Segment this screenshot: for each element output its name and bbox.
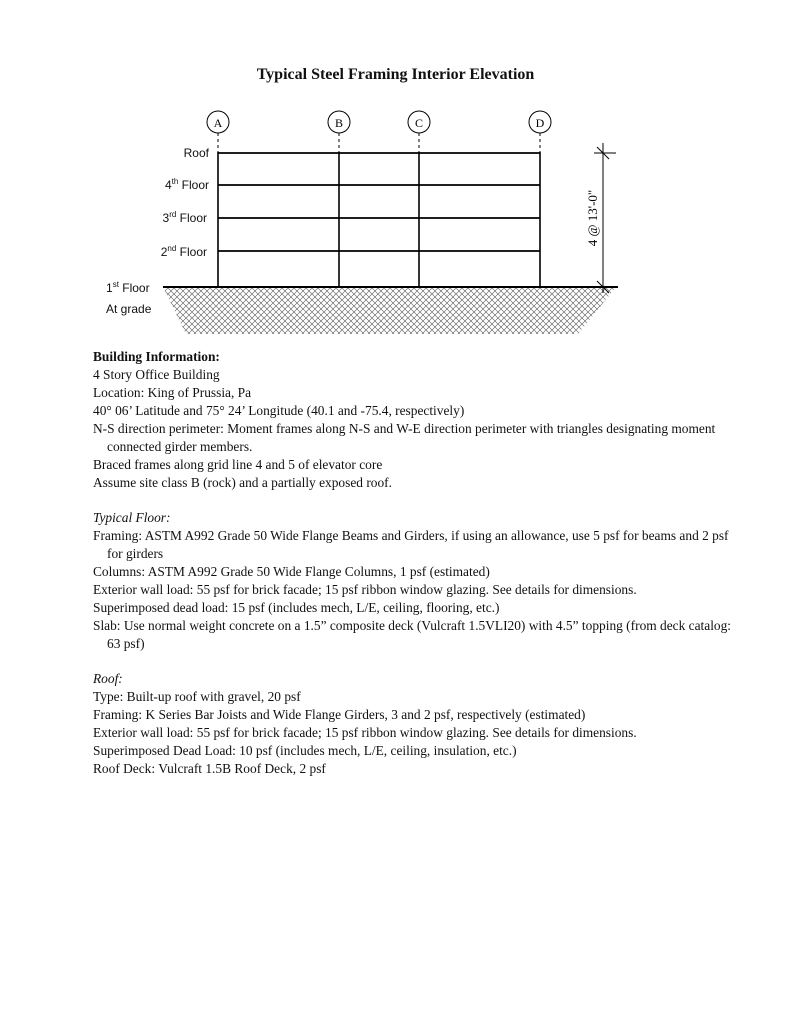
grid-label-b: B [334, 116, 344, 130]
building-info-line: N-S direction perimeter: Moment frames along N-S and W-E direction perimeter with triangles designating moment connected girder members. [93, 421, 716, 454]
level-roof: Roof [183, 146, 209, 160]
level-4th-floor: 4th Floor [164, 177, 209, 192]
grid-leaders [218, 133, 540, 152]
floor-beams [218, 153, 540, 251]
typical-floor-line: Slab: Use normal weight concrete on a 1.5” composite deck (Vulcraft 1.5VLI20) with 4.5” topping (from deck catalog: 63 psf) [93, 618, 732, 651]
grid-label-c: C [414, 116, 424, 130]
typical-floor-heading: Typical Floor: [93, 510, 171, 525]
roof-line: Superimposed Dead Load: 10 psf (includes mech, L/E, ceiling, insulation, etc.) [93, 743, 517, 758]
typical-floor-line: Columns: ASTM A992 Grade 50 Wide Flange Columns, 1 psf (estimated) [93, 564, 490, 579]
page-title: Typical Steel Framing Interior Elevation [256, 66, 535, 83]
typical-floor-line: Exterior wall load: 55 psf for brick facade; 15 psf ribbon window glazing. See details for dimensions. [93, 582, 637, 597]
dimension-label: 4 @ 13'-0" [585, 189, 600, 247]
roof-line: Roof Deck: Vulcraft 1.5B Roof Deck, 2 psf [93, 761, 326, 776]
ground-hatch [163, 287, 616, 334]
grid-bubble-a [207, 111, 229, 133]
framing-elevation-diagram [0, 0, 791, 340]
building-info-heading: Building Information: [93, 349, 220, 364]
building-info-line: Location: King of Prussia, Pa [93, 385, 252, 400]
building-info-line: Braced frames along grid line 4 and 5 of elevator core [93, 457, 383, 472]
grid-label-d: D [535, 116, 545, 130]
grid-bubble-c [408, 111, 430, 133]
grid-label-a: A [213, 116, 223, 130]
building-info-line: Assume site class B (rock) and a partially exposed roof. [93, 475, 392, 490]
building-info-line: 4 Story Office Building [93, 367, 220, 382]
building-info-line: 40° 06’ Latitude and 75° 24’ Longitude (40.1 and -75.4, respectively) [93, 403, 465, 418]
typical-floor-line: Framing: ASTM A992 Grade 50 Wide Flange Beams and Girders, if using an allowance, use 5 psf for beams and 2 psf for girders [93, 528, 729, 561]
level-1st-floor: 1st Floor [106, 280, 150, 295]
roof-heading: Roof: [93, 671, 123, 686]
level-3rd-floor: 3rd Floor [162, 210, 207, 225]
roof-line: Type: Built-up roof with gravel, 20 psf [93, 689, 301, 704]
grid-bubble-d [529, 111, 551, 133]
roof-line: Exterior wall load: 55 psf for brick facade; 15 psf ribbon window glazing. See details for dimensions. [93, 725, 637, 740]
typical-floor-line: Superimposed dead load: 15 psf (includes mech, L/E, ceiling, flooring, etc.) [93, 600, 500, 615]
level-2nd-floor: 2nd Floor [160, 244, 207, 259]
roof-line: Framing: K Series Bar Joists and Wide Flange Girders, 3 and 2 psf, respectively (estimated) [93, 707, 586, 722]
building-notes [93, 348, 733, 778]
level-at-grade: At grade [106, 302, 152, 316]
columns [218, 152, 540, 287]
grid-bubble-b [328, 111, 350, 133]
